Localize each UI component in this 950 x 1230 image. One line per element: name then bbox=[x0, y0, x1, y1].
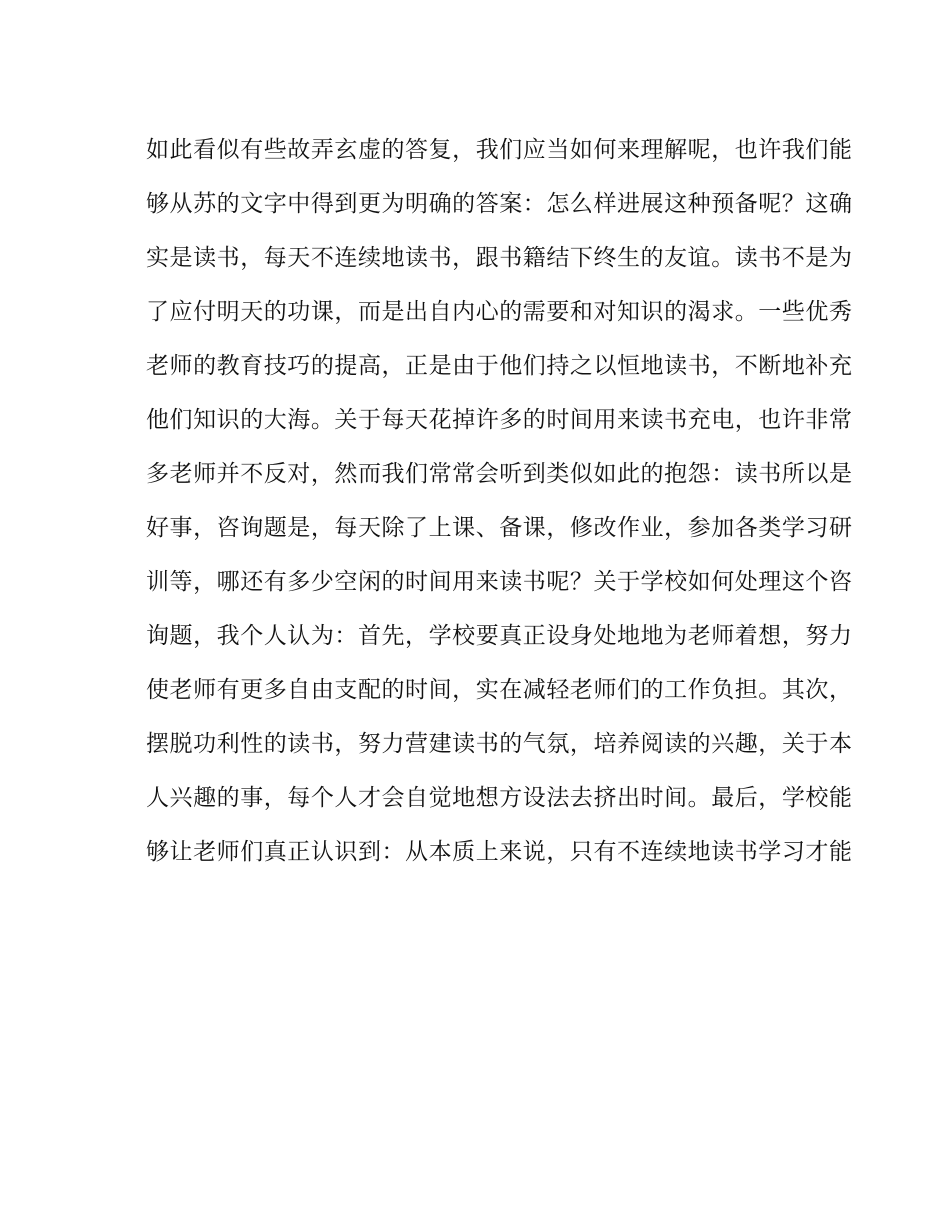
text-line-5: 老师的教育技巧的提高，正是由于他们持之以恒地读书，不断地补充 bbox=[146, 353, 853, 379]
text-line-6: 他们知识的大海。关于每天花掉许多的时间用来读书充电，也许非常 bbox=[146, 407, 853, 433]
text-line-10: 询题，我个人认为：首先，学校要真正设身处地地为老师着想，努力 bbox=[146, 623, 853, 649]
text-line-13: 人兴趣的事，每个人才会自觉地想方设法去挤出时间。最后，学校能 bbox=[146, 785, 853, 811]
text-line-9: 训等，哪还有多少空闲的时间用来读书呢？关于学校如何处理这个咨 bbox=[146, 569, 853, 595]
text-line-4: 了应付明天的功课，而是出自内心的需要和对知识的渴求。一些优秀 bbox=[146, 299, 853, 325]
text-line-1: 如此看似有些故弄玄虚的答复，我们应当如何来理解呢，也许我们能 bbox=[146, 137, 853, 163]
text-line-7: 多老师并不反对，然而我们常常会听到类似如此的抱怨：读书所以是 bbox=[146, 461, 853, 487]
text-line-11: 使老师有更多自由支配的时间，实在减轻老师们的工作负担。其次， bbox=[146, 677, 853, 703]
text-line-12: 摆脱功利性的读书，努力营建读书的气氛，培养阅读的兴趣，关于本 bbox=[146, 731, 853, 757]
body-text bbox=[146, 123, 853, 879]
text-line-3: 实是读书，每天不连续地读书，跟书籍结下终生的友谊。读书不是为 bbox=[146, 245, 853, 271]
text-line-8: 好事，咨询题是，每天除了上课、备课，修改作业，参加各类学习研 bbox=[146, 515, 853, 541]
text-line-14: 够让老师们真正认识到：从本质上来说，只有不连续地读书学习才能 bbox=[146, 839, 853, 865]
text-line-2: 够从苏的文字中得到更为明确的答案：怎么样进展这种预备呢？这确 bbox=[146, 191, 853, 217]
